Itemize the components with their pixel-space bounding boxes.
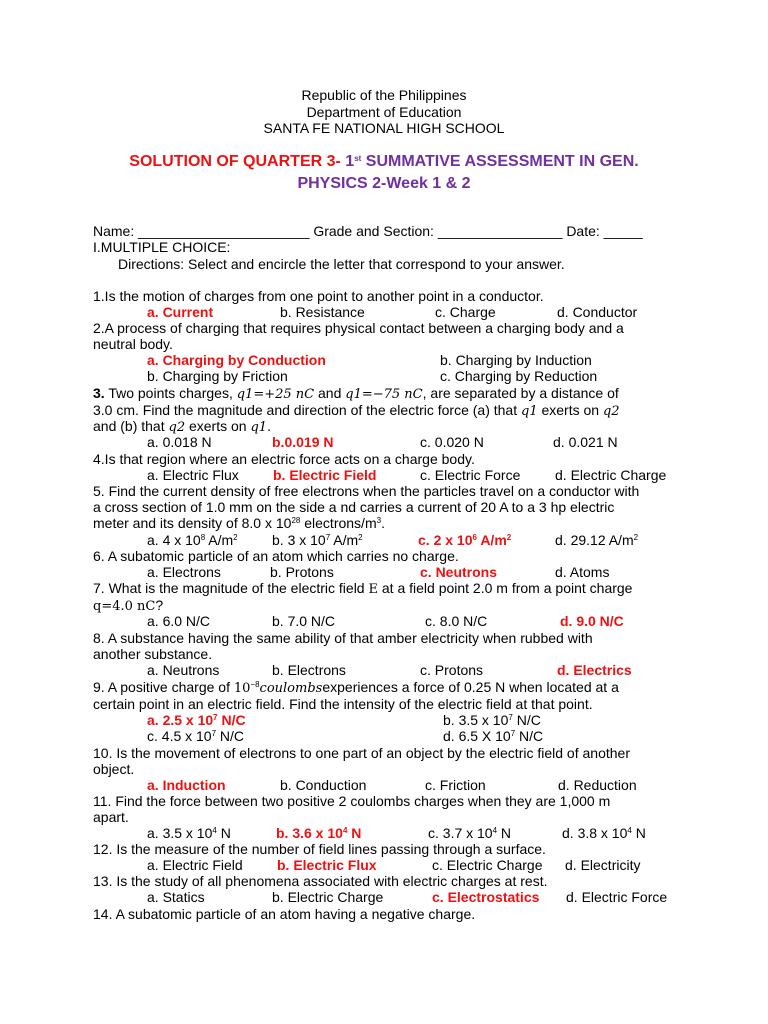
- q9-option-a[interactable]: a. 2.5 x $10^7$ N/C: [147, 712, 246, 728]
- question-11-text-line2: apart.: [93, 809, 129, 825]
- q5-option-d[interactable]: d. 29.12 $A/m^2$: [555, 532, 639, 548]
- document-title-line1: [0, 152, 768, 172]
- q3-option-c[interactable]: c. 0.020 N: [420, 434, 484, 450]
- q3-option-d[interactable]: d. 0.021 N: [553, 434, 618, 450]
- question-7-text-line1: 7. What is the magnitude of the electric field E at a field point 2.0 m from a point charge: [93, 580, 633, 597]
- q11-option-c[interactable]: c. 3.7 x $10^4$ N: [428, 825, 512, 841]
- q9-option-c[interactable]: c. 4.5 x $10^7$ N/C: [147, 728, 245, 744]
- question-5-text-line1: 5. Find the current density of free electrons when the particles travel on a conductor with: [93, 483, 640, 499]
- q6-option-b[interactable]: b. Protons: [270, 564, 334, 580]
- q12-option-c[interactable]: c. Electric Charge: [432, 857, 543, 873]
- question-9-text-line2: certain point in an electric field. Find the intensity of the electric field at that point.: [93, 696, 593, 712]
- directions: Directions: Select and encircle the letter that correspond to your answer.: [118, 256, 565, 272]
- question-10-text-line2: object.: [93, 761, 135, 777]
- document-title-line2: PHYSICS 2-Week 1 & 2: [297, 175, 471, 192]
- q2-option-b[interactable]: b. Charging by Induction: [440, 352, 592, 368]
- q10-option-d[interactable]: d. Reduction: [558, 777, 637, 793]
- q11-option-a[interactable]: a. 3.5 x $10^4$ N: [147, 825, 231, 841]
- q7-option-c[interactable]: c. 8.0 N/C: [425, 613, 488, 629]
- name-label: Name:: [93, 223, 135, 239]
- question-5-text-line2: a cross section of 1.0 mm on the side a nd carries a current of 20 A to a 3 hp electric: [93, 499, 615, 515]
- date-blank[interactable]: _____: [603, 223, 643, 239]
- q8-option-a[interactable]: a. Neutrons: [147, 662, 220, 678]
- q7-option-d[interactable]: d. 9.0 N/C: [560, 613, 624, 629]
- q6-option-d[interactable]: d. Atoms: [555, 564, 610, 580]
- question-3-text-line3: and (b) that q2 exerts on q1.: [93, 418, 271, 435]
- question-3-text-line1: 3. Two points charges, q1=+25 nC and q1=−75 nC, are separated by a distance of: [93, 385, 619, 402]
- q13-option-c[interactable]: c. Electrostatics: [432, 889, 540, 905]
- header-school: SANTA FE NATIONAL HIGH SCHOOL: [263, 120, 505, 136]
- q7-option-a[interactable]: a. 6.0 N/C: [147, 613, 211, 629]
- section-heading: I.MULTIPLE CHOICE:: [93, 239, 231, 255]
- q12-option-a[interactable]: a. Electric Field: [147, 857, 243, 873]
- question-14-text: 14. A subatomic particle of an atom having a negative charge.: [93, 906, 476, 922]
- q6-option-a[interactable]: a. Electrons: [147, 564, 221, 580]
- q10-option-b[interactable]: b. Conduction: [280, 777, 367, 793]
- q12-option-d[interactable]: d. Electricity: [565, 857, 641, 873]
- question-9-text-line1: 9. A positive charge of $10^{-8}coulombsexperiences$ a force of 0.25 N when located at a: [93, 679, 619, 696]
- question-4-text: 4.Is that region where an electric force acts on a charge body.: [93, 451, 475, 467]
- title-number: 1st: [345, 153, 362, 170]
- name-blank[interactable]: ______________________: [138, 223, 310, 239]
- q1-option-c[interactable]: c. Charge: [435, 304, 496, 320]
- question-1-text: 1.Is the motion of charges from one point to another point in a conductor.: [93, 288, 544, 304]
- question-7-text-line2: q=4.0 nC?: [93, 597, 164, 614]
- question-5-text-line3: meter and its density of 8.0 x $10^{28}$ electrons/$m^3$.: [93, 515, 385, 531]
- charge-q1: q1=+25 nC: [236, 387, 315, 402]
- q8-option-b[interactable]: b. Electrons: [272, 662, 346, 678]
- q5-option-a[interactable]: a. 4 x $10^8$ $A/m^2$: [147, 532, 238, 548]
- question-10-text-line1: 10. Is the movement of electrons to one part of an object by the electric field of another: [93, 745, 630, 761]
- q10-option-c[interactable]: c. Friction: [425, 777, 486, 793]
- q1-option-d[interactable]: d. Conductor: [557, 304, 638, 320]
- grade-label: Grade and Section:: [313, 223, 434, 239]
- q2-option-a[interactable]: a. Charging by Conduction: [147, 352, 326, 368]
- q1-option-b[interactable]: b. Resistance: [280, 304, 365, 320]
- q8-option-d[interactable]: d. Electrics: [557, 662, 632, 678]
- question-12-text: 12. Is the measure of the number of field lines passing through a surface.: [93, 841, 546, 857]
- question-6-text: 6. A subatomic particle of an atom which carries no charge.: [93, 548, 459, 564]
- q4-option-d[interactable]: d. Electric Charge: [555, 467, 667, 483]
- q2-option-c[interactable]: b. Charging by Friction: [147, 368, 288, 384]
- q1-option-a[interactable]: a. Current: [147, 304, 214, 320]
- q13-option-b[interactable]: b. Electric Charge: [272, 889, 384, 905]
- q2-option-d[interactable]: c. Charging by Reduction: [440, 368, 598, 384]
- question-11-text-line1: 11. Find the force between two positive 2 coulombs charges when they are 1,000 m: [93, 793, 611, 809]
- name-field-line: [93, 223, 643, 239]
- header-department: Department of Education: [306, 104, 462, 120]
- q4-option-c[interactable]: c. Electric Force: [420, 467, 521, 483]
- question-2-text-line1: 2.A process of charging that requires physical contact between a charging body and a: [93, 320, 624, 336]
- q12-option-b[interactable]: b. Electric Flux: [277, 857, 377, 873]
- q11-option-d[interactable]: d. 3.8 x $10^4$ N: [562, 825, 646, 841]
- q6-option-c[interactable]: c. Neutrons: [420, 564, 498, 580]
- q11-option-b[interactable]: b. 3.6 x $10^4$ N: [276, 825, 362, 841]
- q9-option-d[interactable]: d. 6.5 X $10^7$ N/C: [443, 728, 544, 744]
- question-3-text-line2: 3.0 cm. Find the magnitude and direction of the electric force (a) that q1 exerts on q2: [93, 402, 620, 419]
- q10-option-a[interactable]: a. Induction: [147, 777, 226, 793]
- header-republic: Republic of the Philippines: [301, 87, 467, 103]
- q3-option-b[interactable]: b.0.019 N: [272, 434, 334, 450]
- q4-option-b[interactable]: b. Electric Field: [273, 467, 377, 483]
- q13-option-a[interactable]: a. Statics: [147, 889, 205, 905]
- q9-option-b[interactable]: b. 3.5 x $10^7$ N/C: [443, 712, 541, 728]
- q13-option-d[interactable]: d. Electric Force: [566, 889, 668, 905]
- field-vector-e: E: [368, 582, 378, 597]
- q3-option-a[interactable]: a. 0.018 N: [147, 434, 212, 450]
- question-2-text-line2: neutral body.: [93, 336, 173, 352]
- question-13-text: 13. Is the study of all phenomena associated with electric charges at rest.: [93, 873, 548, 889]
- q4-option-a[interactable]: a. Electric Flux: [147, 467, 239, 483]
- q8-option-c[interactable]: c. Protons: [420, 662, 484, 678]
- grade-blank[interactable]: ________________: [437, 223, 563, 239]
- q7-option-b[interactable]: b. 7.0 N/C: [272, 613, 336, 629]
- charge-q2: q1=−75 nC: [345, 387, 423, 402]
- title-purple-part: SUMMATIVE ASSESSMENT IN GEN.: [365, 153, 639, 170]
- question-8-text-line1: 8. A substance having the same ability of that amber electricity when rubbed with: [93, 630, 593, 646]
- date-label: Date:: [566, 223, 600, 239]
- q5-option-c[interactable]: c. 2 x $10^6$ $A/m^2$: [418, 532, 512, 548]
- question-8-text-line2: another substance.: [93, 646, 213, 662]
- title-red-part: SOLUTION OF QUARTER 3-: [129, 153, 341, 170]
- q5-option-b[interactable]: b. 3 x $10^7$ $A/m^2$: [272, 532, 363, 548]
